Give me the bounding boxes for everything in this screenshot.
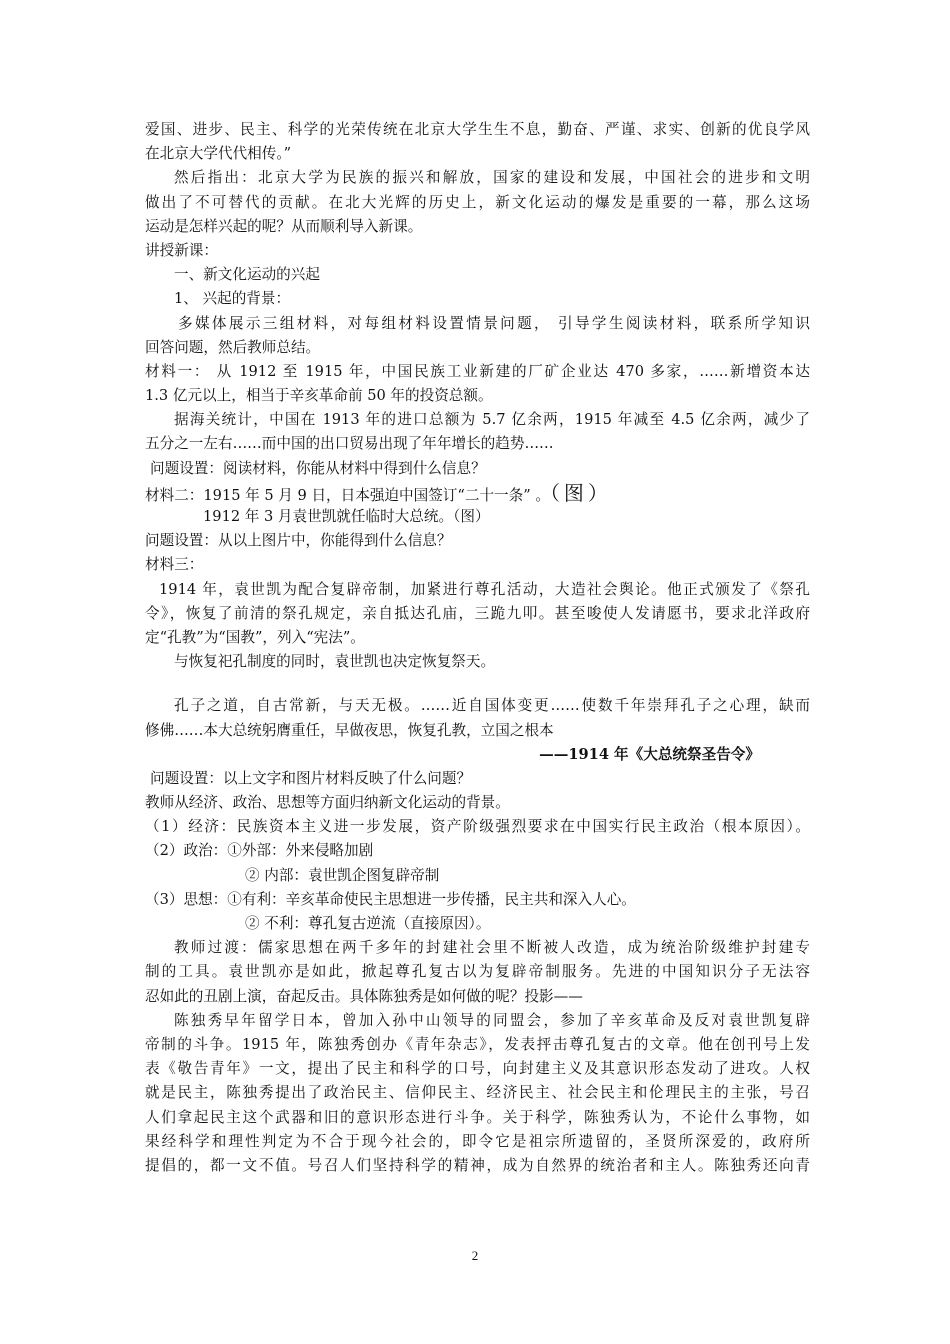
text-line: 陈独秀早年留学日本，曾加入孙中山领导的同盟会，参加了辛亥革命及反对袁世凯复辟 bbox=[174, 1011, 810, 1029]
text-line: 就是民主，陈独秀提出了政治民主、信仰民主、经济民主、社会民主和伦理民主的主张，号召 bbox=[145, 1084, 810, 1102]
text-line: 教师从经济、政治、思想等方面归纳新文化运动的背景。 bbox=[145, 794, 510, 812]
text-line: 帝制的斗争。1915 年，陈独秀创办《青年杂志》，发表抨击尊孔复古的文章。他在创刊号上发 bbox=[145, 1035, 810, 1053]
question-line: 问题设置：以上文字和图片材料反映了什么问题？ bbox=[150, 769, 472, 787]
text-line: 表《敬告青年》一文，提出了民主和科学的口号，向封建主义及其意识形态发动了进攻。人权 bbox=[145, 1060, 810, 1078]
subsection-heading: 1、 兴起的背景： bbox=[174, 290, 291, 308]
question-line: 问题设置：从以上图片中，你能得到什么信息？ bbox=[145, 532, 452, 550]
text-line: 材料一： 从 1912 至 1915 年，中国民族工业新建的厂矿企业达 470 多家，……新增资本达 bbox=[145, 362, 810, 380]
section-heading: 一、新文化运动的兴起 bbox=[174, 266, 320, 284]
quote-line: 孔子之道，自古常新，与天无极。……近自国体变更……使数千年崇拜孔子之心理，缺而 bbox=[174, 697, 810, 715]
text-line: 材料三： bbox=[145, 556, 204, 574]
text-line: 回答问题，然后教师总结。 bbox=[145, 338, 321, 356]
text-line: 1914 年，袁世凯为配合复辟帝制，加紧进行尊孔活动，大造社会舆论。他正式颁发了《祭孔 bbox=[159, 580, 810, 598]
text-line: 运动是怎样兴起的呢？从而顺利导入新课。 bbox=[145, 217, 423, 235]
text-line: （3）思想：①有利：辛亥革命使民主思想进一步传播，民主共和深入人心。 bbox=[145, 890, 636, 908]
text-line: 多媒体展示三组材料，对每组材料设置情景问题， 引导学生阅读材料，联系所学知识 bbox=[178, 314, 810, 332]
text-line: 提倡的，都一文不值。号召人们坚持科学的精神，成为自然界的统治者和主人。陈独秀还向青 bbox=[145, 1156, 810, 1174]
material-two-text: 材料二：1915 年 5 月 9 日，日本强迫中国签订“二十一条” 。 bbox=[145, 486, 550, 504]
text-line: （2）政治：①外部：外来侵略加剧 bbox=[145, 842, 374, 860]
quote-source: ——1914 年《大总统祭圣告令》 bbox=[539, 745, 760, 763]
quote-line: 修佛……本大总统躬膺重任，早做夜思，恢复孔教，立国之根本 bbox=[145, 721, 554, 739]
question-line: 问题设置：阅读材料，你能从材料中得到什么信息？ bbox=[150, 459, 486, 477]
text-line: 1.3 亿元以上，相当于辛亥革命前 50 年的投资总额。 bbox=[145, 387, 493, 405]
text-line: 据海关统计，中国在 1913 年的进口总额为 5.7 亿余两，1915 年减至 4.5 亿余两，减少了 bbox=[174, 411, 810, 429]
text-line: ② 不利：尊孔复古逆流（直接原因）。 bbox=[245, 915, 491, 932]
text-line: 与恢复祀孔制度的同时，袁世凯也决定恢复祭天。 bbox=[174, 653, 496, 671]
section-heading: 讲授新课： bbox=[145, 241, 218, 259]
text-line: 然后指出：北京大学为民族的振兴和解放，国家的建设和发展，中国社会的进步和文明 bbox=[174, 169, 810, 187]
text-line: ② 内部：袁世凯企图复辟帝制 bbox=[245, 866, 440, 884]
text-line: 忍如此的丑剧上演，奋起反击。具体陈独秀是如何做的呢？投影—— bbox=[145, 987, 583, 1005]
blank-gap bbox=[145, 674, 810, 694]
text-line: 令》，恢复了前清的祭孔规定，亲自抵达孔庙，三跪九叩。甚至唆使人发请愿书，要求北洋政府 bbox=[145, 604, 810, 622]
text-line: 制的工具。袁世凯亦是如此，掀起尊孔复古以为复辟帝制服务。先进的中国知识分子无法容 bbox=[145, 963, 810, 981]
text-line: 做出了不可替代的贡献。在北大光辉的历史上，新文化运动的爆发是重要的一幕，那么这场 bbox=[145, 193, 810, 211]
text-line: 在北京大学代代相传。” bbox=[145, 145, 292, 163]
text-line: 爱国、进步、民主、科学的光荣传统在北京大学生生不息，勤奋、严谨、求实、创新的优良学风 bbox=[145, 121, 810, 138]
text-line: （1）经济：民族资本主义进一步发展，资产阶级强烈要求在中国实行民主政治（根本原因）。 bbox=[145, 818, 810, 836]
text-line: 人们拿起民主这个武器和旧的意识形态进行斗争。关于科学，陈独秀认为，不论什么事物，如 bbox=[145, 1108, 810, 1126]
text-line bbox=[145, 481, 810, 505]
text-line: 定“孔教”为“国教”，列入“宪法”。 bbox=[145, 628, 365, 646]
figure-mark: （图） bbox=[549, 480, 612, 505]
text-line: 教师过渡：儒家思想在两千多年的封建社会里不断被人改造，成为统治阶级维护封建专 bbox=[174, 939, 810, 957]
text-line: 果经科学和理性判定为不合于现今社会的，即令它是祖宗所遗留的，圣贤所深爱的，政府所 bbox=[145, 1132, 810, 1150]
document-body bbox=[145, 118, 810, 1178]
text-line: 五分之一左右……而中国的出口贸易出现了年年增长的趋势…… bbox=[145, 435, 554, 453]
page-number: 2 bbox=[471, 1248, 479, 1263]
text-line: 1912 年 3 月袁世凯就任临时大总统。（图） bbox=[203, 508, 490, 525]
